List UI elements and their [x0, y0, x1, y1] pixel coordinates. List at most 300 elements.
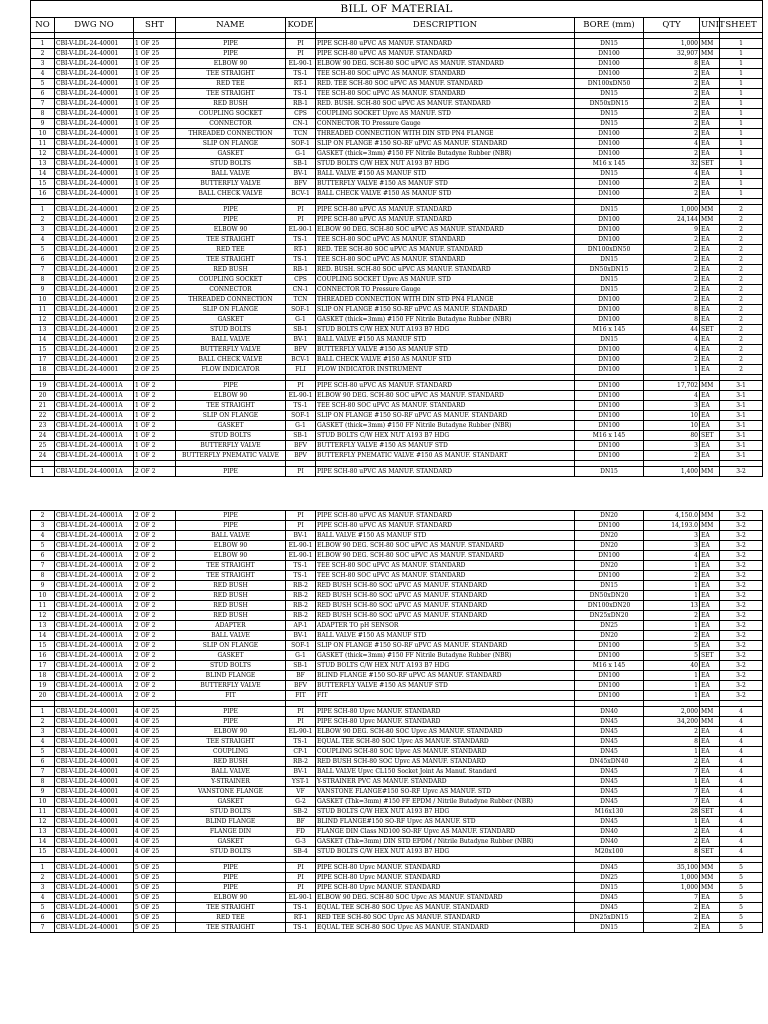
cell-qty: 4: [644, 335, 700, 345]
table-row: [31, 265, 763, 275]
cell-dwg-no: CBI-V-LDL-24-40001A: [55, 571, 134, 581]
table-row: [31, 521, 763, 531]
table-row: [31, 757, 763, 767]
cell-bore: DN100: [575, 69, 644, 79]
cell-name: GASKET: [176, 797, 286, 807]
cell-sheet: 1: [720, 79, 763, 89]
cell-sheet: 2: [720, 255, 763, 265]
table-row: [31, 511, 763, 521]
table-row: [31, 39, 763, 49]
cell-sht: 2 OF 25: [134, 315, 176, 325]
cell-description: VANSTONE FLANGE#150 SO-RF Upvc AS MANUF. STD: [316, 787, 575, 797]
cell-dwg-no: CBI-V-LDL-24-40001: [55, 225, 134, 235]
cell-no: 6: [31, 89, 55, 99]
cell-bore: DN50xDN15: [575, 265, 644, 275]
cell-no: 4: [31, 531, 55, 541]
cell-qty: 1,400: [644, 467, 700, 477]
cell-bore: DN15: [575, 335, 644, 345]
cell-kode: PI: [286, 883, 316, 893]
cell-dwg-no: CBI-V-LDL-24-40001: [55, 767, 134, 777]
cell-kode: SB-1: [286, 431, 316, 441]
cell-name: RED BUSH: [176, 581, 286, 591]
cell-no: 6: [31, 551, 55, 561]
cell-dwg-no: CBI-V-LDL-24-40001A: [55, 541, 134, 551]
cell-dwg-no: CBI-V-LDL-24-40001A: [55, 531, 134, 541]
cell-sht: 1 OF 25: [134, 99, 176, 109]
cell-dwg-no: CBI-V-LDL-24-40001A: [55, 651, 134, 661]
cell-name: BALL VALVE: [176, 335, 286, 345]
cell-sht: 2 OF 2: [134, 591, 176, 601]
cell-name: ELBOW 90: [176, 727, 286, 737]
cell-sheet: 1: [720, 169, 763, 179]
cell-qty: 8: [644, 847, 700, 857]
cell-name: TEE STRAIGHT: [176, 89, 286, 99]
cell-sht: 2 OF 2: [134, 467, 176, 477]
cell-sheet: 1: [720, 189, 763, 199]
cell-no: 3: [31, 521, 55, 531]
cell-no: 9: [31, 581, 55, 591]
cell-qty: 1: [644, 681, 700, 691]
cell-sheet: 4: [720, 817, 763, 827]
cell-unit: EA: [700, 421, 720, 431]
cell-unit: EA: [700, 787, 720, 797]
cell-sht: 1 OF 2: [134, 431, 176, 441]
cell-bore: DN100: [575, 421, 644, 431]
cell-sht: 4 OF 25: [134, 797, 176, 807]
cell-dwg-no: CBI-V-LDL-24-40001: [55, 159, 134, 169]
cell-sht: 2 OF 25: [134, 275, 176, 285]
cell-sheet: 3-2: [720, 521, 763, 531]
cell-sheet: 3-1: [720, 421, 763, 431]
cell-bore: DN100xDN50: [575, 79, 644, 89]
cell-qty: 5: [644, 651, 700, 661]
cell-sheet: 2: [720, 355, 763, 365]
cell-bore: DN100: [575, 691, 644, 701]
cell-no: 20: [31, 391, 55, 401]
cell-kode: RB-2: [286, 591, 316, 601]
cell-unit: EA: [700, 129, 720, 139]
cell-qty: 10: [644, 411, 700, 421]
table-row: [31, 561, 763, 571]
cell-sht: 1 OF 25: [134, 109, 176, 119]
cell-name: GASKET: [176, 149, 286, 159]
cell-description: GASKET (thick=3mm) #150 FF Nitrile Butadyne Rubber (NBR): [316, 651, 575, 661]
cell-unit: EA: [700, 109, 720, 119]
cell-name: RED BUSH: [176, 601, 286, 611]
cell-description: BUTTERFLY VALVE #150 AS MANUF STD: [316, 179, 575, 189]
cell-qty: 1: [644, 365, 700, 375]
cell-dwg-no: CBI-V-LDL-24-40001A: [55, 421, 134, 431]
cell-bore: M16x130: [575, 807, 644, 817]
cell-sht: 4 OF 25: [134, 747, 176, 757]
table-row: [31, 727, 763, 737]
cell-no: 6: [31, 913, 55, 923]
table-row: [31, 411, 763, 421]
cell-kode: PI: [286, 511, 316, 521]
cell-kode: EL-90-1: [286, 391, 316, 401]
cell-description: RED BUSH SCH-80 SOC uPVC AS MANUF. STANDARD: [316, 611, 575, 621]
cell-sht: 2 OF 25: [134, 215, 176, 225]
cell-sht: 1 OF 2: [134, 441, 176, 451]
cell-unit: MM: [700, 717, 720, 727]
cell-kode: BV-1: [286, 631, 316, 641]
cell-no: 6: [31, 757, 55, 767]
cell-unit: SET: [700, 431, 720, 441]
cell-no: 19: [31, 381, 55, 391]
cell-description: PIPE SCH-80 Upvc MANUF. STANDARD: [316, 873, 575, 883]
cell-unit: EA: [700, 837, 720, 847]
cell-kode: AP-1: [286, 621, 316, 631]
cell-unit: SET: [700, 651, 720, 661]
cell-dwg-no: CBI-V-LDL-24-40001: [55, 89, 134, 99]
cell-name: Y-STRAINER: [176, 777, 286, 787]
cell-bore: M16 x 145: [575, 431, 644, 441]
cell-unit: EA: [700, 817, 720, 827]
cell-kode: TS-1: [286, 89, 316, 99]
cell-no: 12: [31, 817, 55, 827]
cell-kode: SOF-1: [286, 139, 316, 149]
cell-bore: M16 x 145: [575, 159, 644, 169]
cell-description: GASKET (thick=3mm) #150 FF Nitrile Butadyne Rubber (NBR): [316, 421, 575, 431]
cell-qty: 1: [644, 591, 700, 601]
cell-kode: RT-1: [286, 245, 316, 255]
cell-description: BALL CHECK VALVE #150 AS MANUF STD: [316, 189, 575, 199]
header-description: DESCRIPTION: [316, 18, 575, 33]
cell-unit: EA: [700, 757, 720, 767]
cell-description: ELBOW 90 DEG. SCH-80 SOC uPVC AS MANUF. STANDARD: [316, 225, 575, 235]
cell-description: RED BUSH SCH-80 SOC Upvc AS MANUF. STANDARD: [316, 757, 575, 767]
cell-kode: PI: [286, 873, 316, 883]
cell-description: EQUAL TEE SCH-80 SOC Upvc AS MANUF. STANDARD: [316, 903, 575, 913]
bom-table-top: [30, 0, 763, 477]
table-row: [31, 767, 763, 777]
cell-no: 6: [31, 255, 55, 265]
cell-dwg-no: CBI-V-LDL-24-40001A: [55, 381, 134, 391]
cell-bore: DN100: [575, 179, 644, 189]
cell-unit: EA: [700, 119, 720, 129]
cell-kode: EL-90-1: [286, 727, 316, 737]
table-row: [31, 807, 763, 817]
cell-qty: 2: [644, 611, 700, 621]
table-row: [31, 305, 763, 315]
cell-sheet: 3-2: [720, 467, 763, 477]
cell-sht: 2 OF 2: [134, 581, 176, 591]
cell-name: RED BUSH: [176, 757, 286, 767]
cell-dwg-no: CBI-V-LDL-24-40001: [55, 345, 134, 355]
cell-sht: 4 OF 25: [134, 737, 176, 747]
cell-bore: DN15: [575, 275, 644, 285]
cell-name: STUD BOLTS: [176, 807, 286, 817]
cell-dwg-no: CBI-V-LDL-24-40001: [55, 79, 134, 89]
table-row: [31, 837, 763, 847]
table-row: [31, 109, 763, 119]
cell-no: 13: [31, 621, 55, 631]
cell-name: ELBOW 90: [176, 551, 286, 561]
cell-sheet: 2: [720, 235, 763, 245]
cell-description: PIPE SCH-80 uPVC AS MANUF. STANDARD: [316, 49, 575, 59]
cell-qty: 2: [644, 129, 700, 139]
table-row: [31, 99, 763, 109]
table-row: [31, 787, 763, 797]
cell-dwg-no: CBI-V-LDL-24-40001: [55, 189, 134, 199]
cell-qty: 40: [644, 661, 700, 671]
cell-no: 1: [31, 205, 55, 215]
cell-sht: 5 OF 25: [134, 913, 176, 923]
cell-unit: MM: [700, 49, 720, 59]
cell-unit: EA: [700, 285, 720, 295]
cell-sheet: 3-1: [720, 411, 763, 421]
cell-qty: 3: [644, 441, 700, 451]
cell-name: GASKET: [176, 651, 286, 661]
cell-description: COUPLING SOCKET Upvc AS MANUF. STD: [316, 275, 575, 285]
cell-description: TEE SCH-80 SOC uPVC AS MANUF. STANDARD: [316, 561, 575, 571]
cell-sheet: 2: [720, 295, 763, 305]
cell-kode: PI: [286, 467, 316, 477]
cell-sht: 2 OF 2: [134, 631, 176, 641]
cell-sht: 1 OF 25: [134, 169, 176, 179]
cell-sheet: 2: [720, 225, 763, 235]
cell-sht: 1 OF 25: [134, 59, 176, 69]
cell-unit: EA: [700, 265, 720, 275]
cell-dwg-no: CBI-V-LDL-24-40001A: [55, 581, 134, 591]
cell-sheet: 3-2: [720, 541, 763, 551]
cell-sht: 2 OF 25: [134, 265, 176, 275]
cell-description: COUPLING SOCKET Upvc AS MANUF. STD: [316, 109, 575, 119]
table-row: [31, 797, 763, 807]
cell-dwg-no: CBI-V-LDL-24-40001: [55, 215, 134, 225]
cell-dwg-no: CBI-V-LDL-24-40001: [55, 109, 134, 119]
table-row: [31, 381, 763, 391]
cell-qty: 2: [644, 189, 700, 199]
cell-dwg-no: CBI-V-LDL-24-40001: [55, 99, 134, 109]
cell-qty: 14,193.0: [644, 521, 700, 531]
cell-kode: EL-90-1: [286, 59, 316, 69]
cell-unit: EA: [700, 747, 720, 757]
table-row: [31, 179, 763, 189]
cell-kode: TCN: [286, 129, 316, 139]
cell-description: TEE SCH-80 SOC uPVC AS MANUF. STANDARD: [316, 235, 575, 245]
cell-kode: EL-90-1: [286, 225, 316, 235]
cell-sheet: 5: [720, 893, 763, 903]
cell-qty: 35,100: [644, 863, 700, 873]
cell-bore: M16 x 145: [575, 325, 644, 335]
cell-sht: 4 OF 25: [134, 807, 176, 817]
cell-unit: EA: [700, 923, 720, 933]
cell-description: RED. TEE SCH-80 SOC uPVC AS MANUF. STANDARD: [316, 79, 575, 89]
cell-qty: 2: [644, 179, 700, 189]
cell-bore: DN15: [575, 255, 644, 265]
cell-bore: DN100: [575, 441, 644, 451]
cell-description: STUD BOLTS C/W HEX NUT A193 B7 HDG: [316, 847, 575, 857]
cell-no: 11: [31, 601, 55, 611]
cell-bore: DN25: [575, 621, 644, 631]
cell-no: 15: [31, 847, 55, 857]
cell-unit: EA: [700, 451, 720, 461]
cell-name: PIPE: [176, 205, 286, 215]
cell-description: PIPE SCH-80 uPVC AS MANUF. STANDARD: [316, 39, 575, 49]
cell-sheet: 4: [720, 827, 763, 837]
cell-name: CONNECTOR: [176, 119, 286, 129]
cell-kode: EL-90-1: [286, 541, 316, 551]
cell-unit: EA: [700, 391, 720, 401]
cell-qty: 2: [644, 265, 700, 275]
cell-sht: 2 OF 25: [134, 305, 176, 315]
cell-bore: DN15: [575, 109, 644, 119]
cell-sht: 4 OF 25: [134, 847, 176, 857]
cell-description: BALL VALVE #150 AS MANUF STD: [316, 631, 575, 641]
table-row: [31, 335, 763, 345]
cell-name: PIPE: [176, 707, 286, 717]
table-row: [31, 707, 763, 717]
cell-sht: 1 OF 25: [134, 89, 176, 99]
cell-qty: 10: [644, 421, 700, 431]
cell-kode: TS-1: [286, 69, 316, 79]
cell-description: THREADED CONNECTION WITH DIN STD PN4 FLANGE: [316, 295, 575, 305]
cell-sheet: 3-2: [720, 681, 763, 691]
cell-sheet: 1: [720, 59, 763, 69]
header-sht: SHT: [134, 18, 176, 33]
cell-kode: BV-1: [286, 169, 316, 179]
cell-description: SLIP ON FLANGE #150 SO-RF uPVC AS MANUF. STANDARD: [316, 641, 575, 651]
cell-sheet: 1: [720, 109, 763, 119]
cell-bore: DN15: [575, 89, 644, 99]
cell-description: ELBOW 90 DEG. SCH-80 SOC Upvc AS MANUF. STANDARD: [316, 893, 575, 903]
cell-dwg-no: CBI-V-LDL-24-40001: [55, 305, 134, 315]
cell-dwg-no: CBI-V-LDL-24-40001: [55, 355, 134, 365]
cell-unit: SET: [700, 847, 720, 857]
cell-no: 13: [31, 159, 55, 169]
cell-sheet: 3-2: [720, 561, 763, 571]
cell-bore: DN100: [575, 235, 644, 245]
cell-sheet: 2: [720, 285, 763, 295]
cell-description: BLIND FLANGE #150 SO-RF uPVC AS MANUF. STANDARD: [316, 671, 575, 681]
table-row: [31, 883, 763, 893]
cell-sheet: 1: [720, 149, 763, 159]
cell-bore: DN100: [575, 305, 644, 315]
cell-bore: DN15: [575, 169, 644, 179]
cell-dwg-no: CBI-V-LDL-24-40001: [55, 707, 134, 717]
cell-kode: SB-4: [286, 847, 316, 857]
cell-no: 12: [31, 315, 55, 325]
cell-dwg-no: CBI-V-LDL-24-40001A: [55, 681, 134, 691]
cell-qty: 1: [644, 777, 700, 787]
cell-kode: PI: [286, 381, 316, 391]
cell-description: BALL VALVE Upvc CL150 Socket Joint As Manuf. Standard: [316, 767, 575, 777]
cell-dwg-no: CBI-V-LDL-24-40001: [55, 747, 134, 757]
cell-qty: 24,144: [644, 215, 700, 225]
cell-qty: 2: [644, 571, 700, 581]
cell-bore: DN100: [575, 391, 644, 401]
cell-name: RED BUSH: [176, 591, 286, 601]
cell-description: EQUAL TEE SCH-80 SOC Upvc AS MANUF. STANDARD: [316, 737, 575, 747]
cell-name: COUPLING: [176, 747, 286, 757]
cell-name: ELBOW 90: [176, 391, 286, 401]
cell-no: 3: [31, 727, 55, 737]
cell-bore: DN20: [575, 541, 644, 551]
cell-unit: EA: [700, 561, 720, 571]
table-row: [31, 923, 763, 933]
cell-kode: RB-2: [286, 581, 316, 591]
cell-bore: DN45: [575, 893, 644, 903]
cell-sht: 4 OF 25: [134, 787, 176, 797]
cell-bore: DN40: [575, 827, 644, 837]
cell-name: PIPE: [176, 39, 286, 49]
table-row: [31, 275, 763, 285]
cell-description: SLIP ON FLANGE #150 SO-RF uPVC AS MANUF. STANDARD: [316, 305, 575, 315]
cell-bore: DN100: [575, 521, 644, 531]
cell-kode: FD: [286, 827, 316, 837]
cell-unit: EA: [700, 797, 720, 807]
cell-qty: 32,907: [644, 49, 700, 59]
table-row: [31, 139, 763, 149]
table-row: [31, 691, 763, 701]
cell-description: SLIP ON FLANGE #150 SO-RF uPVC AS MANUF. STANDARD: [316, 411, 575, 421]
cell-sht: 4 OF 25: [134, 837, 176, 847]
cell-bore: M16 x 145: [575, 661, 644, 671]
cell-qty: 4: [644, 551, 700, 561]
cell-unit: EA: [700, 89, 720, 99]
cell-dwg-no: CBI-V-LDL-24-40001: [55, 169, 134, 179]
cell-unit: EA: [700, 631, 720, 641]
cell-qty: 4: [644, 345, 700, 355]
cell-name: TEE STRAIGHT: [176, 401, 286, 411]
cell-kode: EL-90-1: [286, 893, 316, 903]
cell-qty: 1: [644, 671, 700, 681]
cell-unit: EA: [700, 681, 720, 691]
table-row: [31, 451, 763, 461]
cell-bore: M20x100: [575, 847, 644, 857]
cell-sht: 5 OF 25: [134, 903, 176, 913]
cell-qty: 2,000: [644, 707, 700, 717]
cell-dwg-no: CBI-V-LDL-24-40001: [55, 275, 134, 285]
cell-kode: BV-1: [286, 335, 316, 345]
cell-sht: 2 OF 2: [134, 511, 176, 521]
cell-name: STUD BOLTS: [176, 325, 286, 335]
cell-no: 21: [31, 401, 55, 411]
cell-unit: EA: [700, 69, 720, 79]
cell-description: RED BUSH SCH-80 SOC uPVC AS MANUF. STANDARD: [316, 591, 575, 601]
header-sheet: SHEET: [720, 18, 763, 33]
cell-kode: TS-1: [286, 571, 316, 581]
cell-sheet: 3-2: [720, 591, 763, 601]
cell-kode: BCV-1: [286, 189, 316, 199]
cell-name: PIPE: [176, 883, 286, 893]
table-row: [31, 441, 763, 451]
cell-description: STUD BOLTS C/W HEX NUT A193 B7 HDG: [316, 807, 575, 817]
cell-dwg-no: CBI-V-LDL-24-40001: [55, 837, 134, 847]
cell-unit: EA: [700, 641, 720, 651]
cell-unit: EA: [700, 827, 720, 837]
table-row: [31, 903, 763, 913]
cell-dwg-no: CBI-V-LDL-24-40001: [55, 817, 134, 827]
cell-sheet: 2: [720, 315, 763, 325]
table-row: [31, 847, 763, 857]
cell-description: RED. BUSH. SCH-80 SOC uPVC AS MANUF. STANDARD: [316, 99, 575, 109]
cell-kode: PI: [286, 717, 316, 727]
cell-sht: 1 OF 25: [134, 179, 176, 189]
cell-bore: DN15: [575, 467, 644, 477]
cell-unit: EA: [700, 691, 720, 701]
cell-description: ADAPTER TO pH SENSOR: [316, 621, 575, 631]
cell-bore: DN45: [575, 797, 644, 807]
cell-sheet: 3-2: [720, 621, 763, 631]
cell-description: EQUAL TEE SCH-80 SOC Upvc AS MANUF. STANDARD: [316, 923, 575, 933]
cell-dwg-no: CBI-V-LDL-24-40001A: [55, 601, 134, 611]
cell-qty: 1: [644, 817, 700, 827]
table-row: [31, 777, 763, 787]
cell-kode: TCN: [286, 295, 316, 305]
cell-sht: 2 OF 25: [134, 285, 176, 295]
